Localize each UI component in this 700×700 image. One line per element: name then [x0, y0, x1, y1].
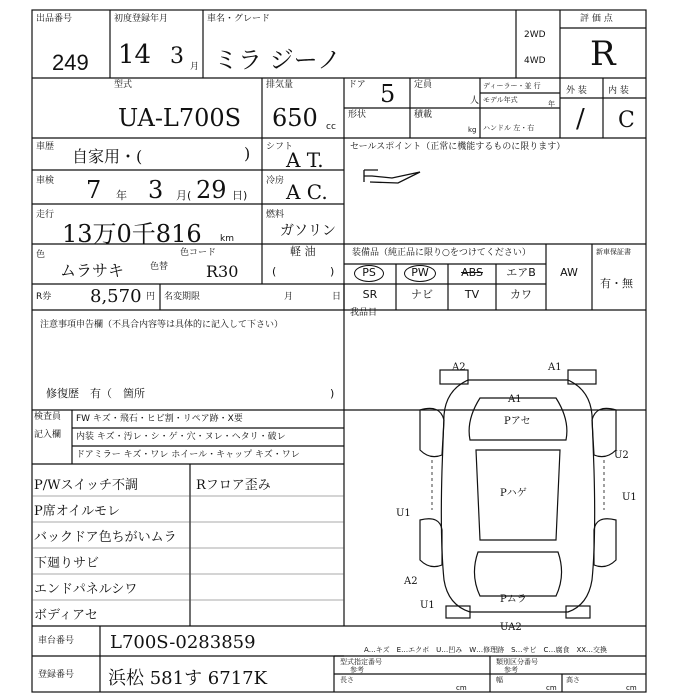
- usage-close: ): [244, 144, 251, 163]
- remark-line: Rフロア歪み: [196, 478, 271, 493]
- recycle-unit: 円: [146, 292, 156, 302]
- equip-ps: PS: [354, 265, 384, 282]
- remark-line: ボディアセ: [34, 608, 98, 623]
- usage-label: 車歴: [36, 142, 55, 152]
- length-unit: cm: [456, 684, 467, 692]
- remark-line: エンドパネルシワ: [34, 582, 138, 597]
- inspect-year-unit: 年: [116, 189, 127, 202]
- registration-label: 登録番号: [38, 670, 75, 680]
- color-value: ムラサキ: [60, 261, 125, 280]
- repair-label: 修復歴 有（ 箇所: [46, 387, 145, 400]
- name-limit-label: 名変期限: [164, 292, 201, 302]
- shift-value: A T.: [286, 148, 324, 172]
- paren-open: (: [272, 265, 277, 278]
- type-cert-label: 型式指定番号: [340, 658, 382, 666]
- mileage-label: 走行: [36, 210, 55, 220]
- dealer-label: ディーラー・並 行: [483, 82, 541, 90]
- color-label: 色: [36, 250, 46, 260]
- model-value: UA-L700S: [118, 104, 242, 132]
- usage-value: 自家用・(: [72, 147, 143, 166]
- first-reg-month-unit: 月: [190, 62, 200, 72]
- lot-label: 出品番号: [36, 14, 73, 24]
- equip-pw: PW: [404, 265, 436, 282]
- length-label: 長さ: [340, 676, 354, 684]
- sales-point-label: セールスポイント（正常に機能するものに限ります）: [350, 142, 566, 152]
- inspect-month: 3: [148, 176, 164, 204]
- fuel-value: ガソリン: [280, 223, 336, 239]
- color-code-label: 色コード: [180, 248, 217, 258]
- height-label: 高さ: [566, 676, 580, 684]
- new-car-label: 新車保証書: [596, 248, 631, 256]
- name-label: 車名・グレード: [207, 14, 271, 24]
- inspector-row-3: ドアミラー キズ・ワレ ホイール・キャップ キズ・ワレ: [76, 450, 300, 460]
- equip-sr: SR: [362, 288, 378, 301]
- diagram-damage-label: A1: [508, 394, 522, 405]
- shape-label: 形状: [348, 110, 367, 120]
- exterior-value: /: [576, 104, 585, 134]
- repair-close: ): [330, 387, 335, 400]
- exterior-label: 外 装: [566, 86, 587, 96]
- grade-label: 評 価 点: [580, 14, 613, 24]
- remark-line: P/Wスイッチ不調: [34, 478, 138, 493]
- inspect-year: 7: [86, 176, 102, 204]
- recycle-value: 8,570: [90, 286, 142, 307]
- category-ref: 参考: [504, 666, 518, 674]
- sales-scribble: [364, 170, 420, 183]
- capacity-label: 定員: [414, 80, 433, 90]
- extra-items-label: 我品目: [350, 308, 378, 318]
- diagram-damage-label: U1: [622, 492, 637, 503]
- chassis-label: 車台番号: [38, 636, 75, 646]
- inspector-row-2: 内装 キズ・汚レ・シ・ゲ・穴・ヌレ・ヘタリ・破レ: [76, 432, 286, 442]
- recolor-label: 色替: [150, 262, 169, 272]
- shift-label: シフト: [266, 142, 294, 152]
- capacity-unit: 人: [470, 96, 480, 106]
- door-value: 5: [380, 80, 396, 108]
- diagram-damage-label: U1: [420, 600, 435, 611]
- first-reg-month: 3: [170, 44, 184, 69]
- disp-value: 650: [272, 104, 318, 132]
- fuel-option: 軽 油: [290, 245, 316, 258]
- weight-unit: kg: [468, 126, 477, 134]
- diagram-damage-label: Pハゲ: [500, 488, 527, 499]
- model-year-unit: 年: [548, 100, 555, 108]
- model-label: 型式: [114, 80, 133, 90]
- remark-line: P席オイルモレ: [34, 504, 121, 519]
- inspector-row-1: FW キズ・飛石・ヒビ割・リペア跡・X要: [76, 414, 243, 424]
- diagram-damage-label: A1: [548, 362, 562, 373]
- height-unit: cm: [626, 684, 637, 692]
- new-car-value: 有・無: [600, 277, 633, 290]
- category-label: 類別区分番号: [496, 658, 538, 666]
- car-name: ミラ ジーノ: [214, 46, 342, 74]
- first-reg-label: 初度登録年月: [114, 14, 169, 24]
- inspect-month-unit: 月(: [176, 189, 192, 202]
- equip-airbag: エアB: [506, 266, 536, 279]
- inspect-day-unit: 日): [232, 189, 248, 202]
- first-reg-year: 14: [118, 40, 152, 70]
- remark-line: 下廻りサビ: [34, 556, 100, 571]
- diagram-damage-label: A2: [404, 576, 418, 587]
- type-cert-ref: 参考: [350, 666, 364, 674]
- disp-unit: cc: [326, 122, 336, 132]
- inspect-label: 車検: [36, 176, 55, 186]
- name-limit-day: 日: [332, 292, 342, 302]
- lot-number: 249: [52, 50, 89, 75]
- diagram-damage-label: UA2: [500, 622, 522, 633]
- inspector-label-2: 記入欄: [34, 430, 62, 440]
- paren-close: ): [330, 265, 335, 278]
- fuel-label: 燃料: [266, 210, 285, 220]
- width-unit: cm: [546, 684, 557, 692]
- grade-value: R: [590, 34, 616, 74]
- door-label: ドア: [348, 80, 366, 90]
- model-year-label: モデル年式: [483, 96, 518, 104]
- ac-label: 冷房: [266, 176, 285, 186]
- equip-leather: カワ: [510, 288, 532, 301]
- recycle-label: R券: [36, 292, 52, 302]
- notes-label: 注意事項申告欄（不具合内容等は具体的に記入して下さい）: [40, 320, 284, 330]
- equip-abs: ABS: [461, 266, 483, 279]
- diagram-damage-label: U2: [614, 450, 629, 461]
- diagram-damage-label: A2: [452, 362, 466, 373]
- inspector-label-1: 検査員: [34, 412, 62, 422]
- damage-legend: A…キズ E…エクボ U…凹み W…修理跡 S…サビ C…腐食 XX…交換: [364, 646, 608, 654]
- drive-4wd: 4WD: [524, 56, 546, 66]
- diagram-damage-label: U1: [396, 508, 411, 519]
- diagram-damage-label: Pアセ: [504, 416, 531, 427]
- disp-label: 排気量: [266, 80, 294, 90]
- equipment-label: 装備品（純正品に限り○をつけてください）: [352, 248, 531, 258]
- mileage-unit: km: [220, 234, 234, 244]
- chassis-value: L700S-0283859: [110, 632, 256, 653]
- interior-value: C: [618, 108, 635, 133]
- registration-value: 浜松 581す 6717K: [108, 668, 268, 689]
- remark-line: バックドア色ちがいムラ: [34, 530, 177, 545]
- mileage-value: 13万0千816: [62, 220, 202, 248]
- width-label: 幅: [496, 676, 503, 684]
- equip-aw: AW: [560, 266, 578, 279]
- drive-2wd: 2WD: [524, 30, 546, 40]
- ac-value: A C.: [286, 180, 328, 204]
- handle-label: ハンドル 左・右: [483, 124, 535, 132]
- name-limit-month: 月: [284, 292, 294, 302]
- equip-tv: TV: [464, 288, 480, 301]
- interior-label: 内 装: [608, 86, 629, 96]
- color-code-value: R30: [206, 262, 239, 281]
- equip-navi: ナビ: [411, 288, 433, 301]
- diagram-damage-label: Pムラ: [500, 594, 527, 605]
- inspect-day: 29: [196, 176, 227, 204]
- weight-label: 積載: [414, 110, 433, 120]
